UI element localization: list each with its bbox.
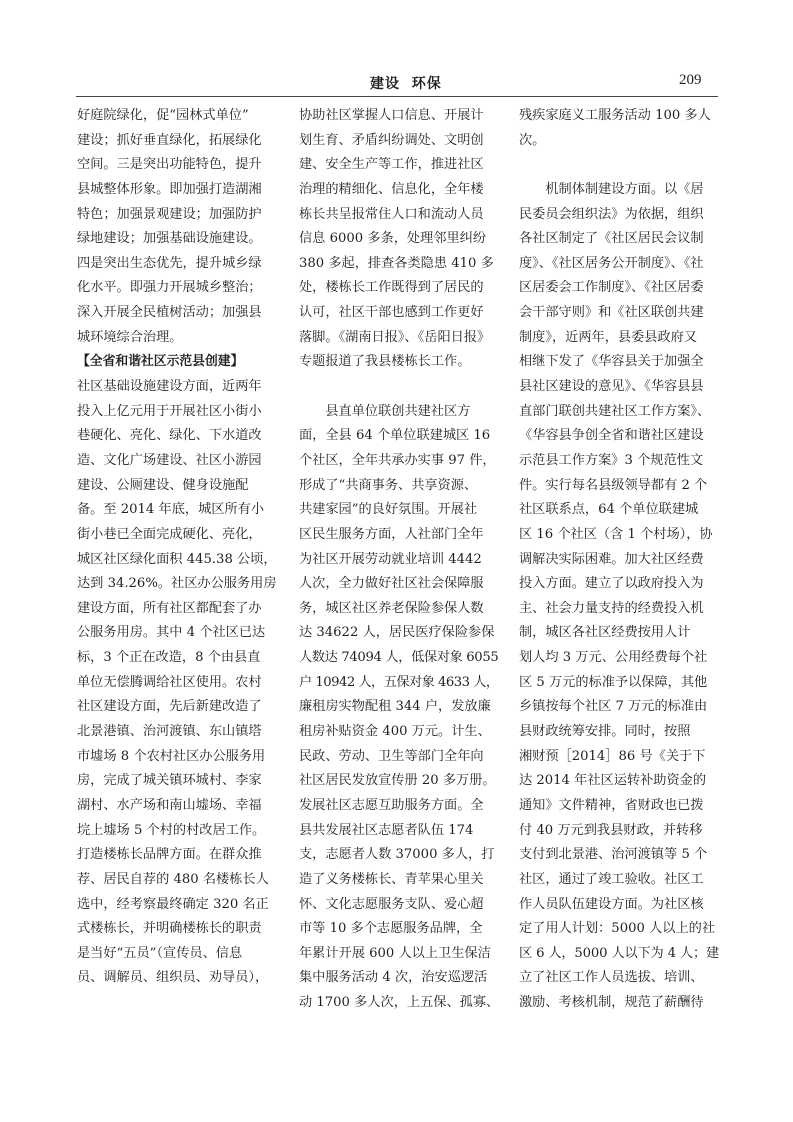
text-line: 社区建设方面，先后新建改造了 xyxy=(77,699,262,715)
text-line: 激励、考核机制，规范了薪酬待 xyxy=(519,995,704,1011)
text-line: 通知》文件精神，省财政也已拨 xyxy=(519,797,704,813)
text-line: 次。 xyxy=(519,132,546,148)
text-line: 机制体制建设方面。以《居 xyxy=(519,181,704,197)
text-line: 湖村、水产场和南山墟场、幸福 xyxy=(77,797,262,813)
text-line: 市等 10 多个志愿服务品牌，全 xyxy=(299,921,483,937)
text-line: 荐、居民自荐的 480 名楼栋长人 xyxy=(77,871,269,887)
text-column-3 xyxy=(519,104,719,1016)
text-line: 相继下发了《华容县关于加强全 xyxy=(519,354,704,370)
text-line: 示范县工作方案》3 个规范性文 xyxy=(519,452,704,468)
text-line: 形成了“共商事务、共享资源、 xyxy=(299,477,478,493)
text-line: 建、安全生产等工作，推进社区 xyxy=(299,157,484,173)
text-line: 特色；加强景观建设；加强防护 xyxy=(77,206,262,222)
text-line: 投入方面。建立了以政府投入为 xyxy=(519,576,704,592)
text-line: 发展社区志愿互助服务方面。全 xyxy=(299,797,484,813)
text-line: 区民生服务方面，人社部门全年 xyxy=(299,526,484,542)
text-line: 社区联系点，64 个单位联建城 xyxy=(519,502,699,518)
text-line: 处，楼栋长工作既得到了居民的 xyxy=(299,280,484,296)
text-line: 付 40 万元到我县财政，并转移 xyxy=(519,822,703,838)
text-line: 县社区建设的意见》、《华容县县 xyxy=(519,379,704,395)
text-line: 立了社区工作人员选拔、培训、 xyxy=(519,970,704,986)
text-line: 支，志愿者人数 37000 多人，打 xyxy=(299,847,495,863)
text-line: 四是突出生态优先，提升城乡绿 xyxy=(77,255,262,271)
text-line: 社区基础设施建设方面，近两年 xyxy=(77,379,262,395)
text-line: 调解决实际困难。加大社区经费 xyxy=(519,551,704,567)
text-line: 廉租房实物配租 344 户，发放廉 xyxy=(299,699,491,715)
text-line xyxy=(519,153,719,178)
text-line: 县城整体形象。即加强打造湖湘 xyxy=(77,181,262,197)
text-line: 度》、《社区居务公开制度》、《社 xyxy=(519,255,704,271)
text-line: 制度》，近两年，县委县政府又 xyxy=(519,329,698,345)
text-line: 投入上亿元用于开展社区小街小 xyxy=(77,403,262,419)
text-line: 县共发展社区志愿者队伍 174 xyxy=(299,822,474,838)
text-column-1 xyxy=(77,104,277,991)
text-line xyxy=(299,375,499,400)
text-line: 380 多起，排查各类隐患 410 多 xyxy=(299,255,494,271)
text-line: 人数达 74094 人，低保对象 6055 xyxy=(299,650,499,666)
text-line: 直部门联创共建社区工作方案》、 xyxy=(519,403,711,419)
text-line: 治理的精细化、信息化，全年楼 xyxy=(299,181,484,197)
text-line: 打造楼栋长品牌方面。在群众推 xyxy=(77,847,262,863)
text-line: 民委员会组织法》为依据，组织 xyxy=(519,206,704,222)
text-line: 达 2014 年社区运转补助资金的 xyxy=(519,773,707,789)
text-line: 作人员队伍建设方面。为社区核 xyxy=(519,896,704,912)
text-line: 户 10942 人，五保对象 4633 人， xyxy=(299,674,499,690)
page-header xyxy=(0,0,793,100)
text-line: 会干部守则》和《社区联创共建 xyxy=(519,305,704,321)
section-heading: 【全省和谐社区示范县创建】 xyxy=(77,354,244,370)
text-line: 租房补贴资金 400 万元。计生、 xyxy=(299,724,491,740)
text-line: 区 6 人，5000 人以下为 4 人；建 xyxy=(519,945,720,961)
text-line: 标，3 个正在改造，8 个由县直 xyxy=(77,650,261,666)
text-line: 专题报道了我县楼栋长工作。 xyxy=(299,354,471,370)
text-line: 选中，经考察最终确定 320 名正 xyxy=(77,896,269,912)
text-line: 主、社会力量支持的经费投入机 xyxy=(519,600,704,616)
text-line: 乡镇按每个社区 7 万元的标准由 xyxy=(519,699,708,715)
text-line: 划生育、矛盾纠纷调处、文明创 xyxy=(299,132,484,148)
text-line: 件。实行每名县级领导都有 2 个 xyxy=(519,477,708,493)
text-line: 各社区制定了《社区居民会议制 xyxy=(519,231,704,247)
text-line: 制，城区各社区经费按用人计 xyxy=(519,625,691,641)
text-line: 县财政统筹安排。同时，按照 xyxy=(519,724,691,740)
text-line: 民政、劳动、卫生等部门全年向 xyxy=(299,748,484,764)
text-line: 城环境综合治理。 xyxy=(77,329,183,345)
text-line: 年累计开展 600 人以上卫生保洁 xyxy=(299,945,491,961)
section-title: 建设 环保 xyxy=(370,76,442,92)
text-line: 房，完成了城关镇环城村、李家 xyxy=(77,773,262,789)
text-line: 达 34622 人，居民医疗保险参保 xyxy=(299,625,495,641)
text-line: 街小巷已全面完成硬化、亮化， xyxy=(77,526,262,542)
text-line: 垸上墟场 5 个村的村改居工作。 xyxy=(77,822,266,838)
text-line: 社区居民发放宣传册 20 多万册。 xyxy=(299,773,496,789)
text-line: 个社区，全年共承办实事 97 件， xyxy=(299,452,496,468)
text-line: 共建家园”的良好氛围。开展社 xyxy=(299,502,478,518)
text-line: 绿地建设；加强基础设施建设。 xyxy=(77,231,262,247)
text-line: 北景港镇、治河渡镇、东山镇塔 xyxy=(77,724,262,740)
text-line: 区 5 万元的标准予以保障，其他 xyxy=(519,674,708,690)
text-line: 市墟场 8 个农村社区办公服务用 xyxy=(77,748,266,764)
text-line: 支付到北景港、治河渡镇等 5 个 xyxy=(519,847,708,863)
text-line: 单位无偿腾调给社区使用。农村 xyxy=(77,674,262,690)
text-line: 深入开展全民植树活动；加强县 xyxy=(77,305,262,321)
text-line: 人次，全力做好社区社会保障服 xyxy=(299,576,484,592)
text-line: 信息 6000 多条，处理邻里纠纷 xyxy=(299,231,487,247)
header-rule xyxy=(76,96,718,97)
text-line: 集中服务活动 4 次，治安巡逻活 xyxy=(299,970,488,986)
text-line: 社区，通过了竣工验收。社区工 xyxy=(519,871,704,887)
text-line: 怀、文化志愿服务支队、爱心超 xyxy=(299,896,484,912)
text-line: 建设、公厕建设、健身设施配 xyxy=(77,477,249,493)
text-line: 区居委会工作制度》、《社区居委 xyxy=(519,280,704,296)
text-line: 城区社区绿化面积 445.38 公顷， xyxy=(77,551,277,567)
text-line: 栋长共呈报常住人口和流动人员 xyxy=(299,206,484,222)
text-line: 认可，社区干部也感到工作更好 xyxy=(299,305,484,321)
text-line: 化水平。即强力开展城乡整治； xyxy=(77,280,262,296)
page-number: 209 xyxy=(679,72,702,88)
text-line: 备。至 2014 年底，城区所有小 xyxy=(77,502,265,518)
text-line: 造、文化广场建设、社区小游园 xyxy=(77,452,262,468)
text-line: 落脚。《湖南日报》、《岳阳日报》 xyxy=(299,329,491,345)
text-line: 空间。三是突出功能特色，提升 xyxy=(77,157,262,173)
text-line: 务，城区社区养老保险参保人数 xyxy=(299,600,484,616)
text-line: 协助社区掌握人口信息、开展计 xyxy=(299,108,484,123)
text-line: 建设；抓好垂直绿化，拓展绿化 xyxy=(77,132,262,148)
text-line: 式楼栋长，并明确楼栋长的职责 xyxy=(77,921,262,937)
text-line: 县直单位联创共建社区方 xyxy=(299,403,471,419)
text-line: 好庭院绿化，促“园林式单位” xyxy=(77,108,249,123)
text-line: 动 1700 多人次，上五保、孤寡、 xyxy=(299,995,500,1011)
text-line: 建设方面，所有社区都配套了办 xyxy=(77,600,262,616)
text-line: 达到 34.26%。社区办公服务用房 xyxy=(77,576,277,592)
text-line: 定了用人计划：5000 人以上的社 xyxy=(519,921,716,937)
text-column-2 xyxy=(299,104,499,1016)
text-line: 是当好“五员”（宣传员、信息 xyxy=(77,945,243,961)
text-line: 湘财预［2014］86 号《关于下 xyxy=(519,748,706,764)
text-line: 员、调解员、组织员、劝导员）， xyxy=(77,970,269,986)
text-line: 为社区开展劳动就业培训 4442 xyxy=(299,551,482,567)
text-line: 造了义务楼栋长、青苹果心里关 xyxy=(299,871,484,887)
text-line: 巷硬化、亮化、绿化、下水道改 xyxy=(77,428,262,444)
text-line: 《华容县争创全省和谐社区建设 xyxy=(519,428,704,444)
text-line: 公服务用房。其中 4 个社区已达 xyxy=(77,625,266,641)
text-line: 残疾家庭义工服务活动 100 多人 xyxy=(519,108,711,123)
text-line: 区 16 个社区（含 1 个村场），协 xyxy=(519,526,713,542)
text-line: 划人均 3 万元、公用经费每个社 xyxy=(519,650,708,666)
text-line: 面，全县 64 个单位联建城区 16 xyxy=(299,428,491,444)
